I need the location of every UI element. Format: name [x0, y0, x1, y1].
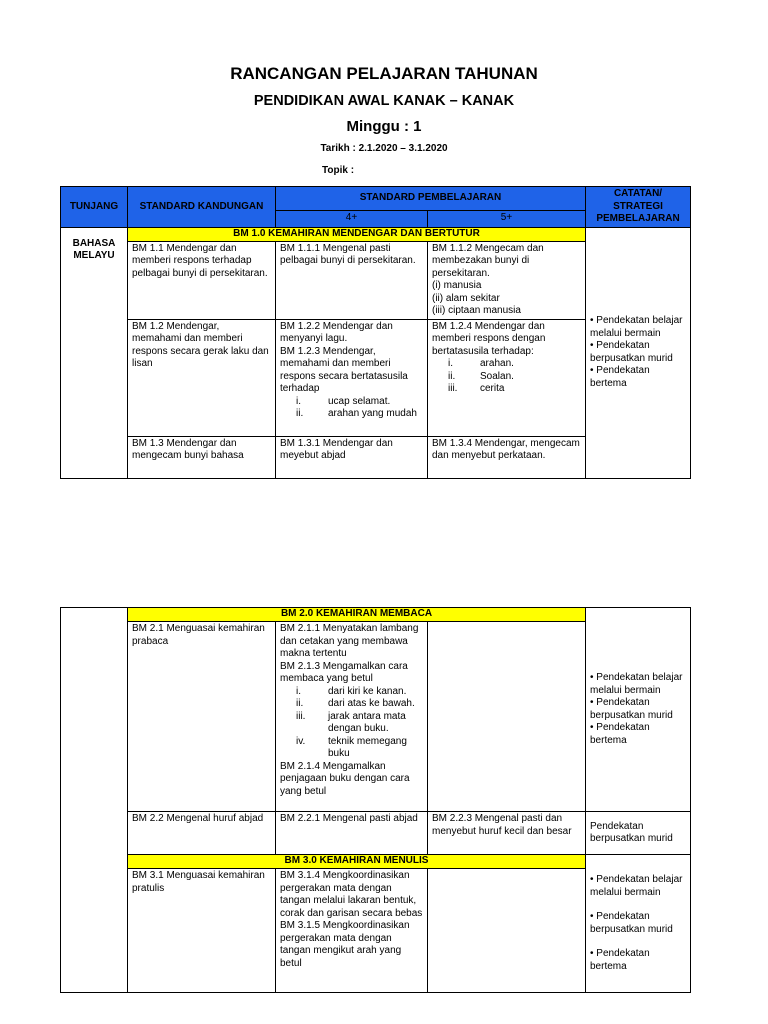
sp4-bm2-1-c: BM 2.1.4 Mengamalkan penjagaan buku dengan cara yang betul [280, 760, 410, 797]
sp5-bm2-2: BM 2.2.3 Mengenal pasti dan menyebut huruf kecil dan besar [428, 812, 586, 855]
list-item: iii. jarak antara mata dengan buku. [296, 710, 406, 734]
list-item: iii. cerita [448, 383, 505, 394]
note-bermain: • Pendekatan belajar melalui bermain [590, 874, 683, 898]
sp4-bm1-2-list [280, 396, 423, 421]
sp4-bm2-1-b: BM 2.1.3 Mengamalkan cara membaca yang betul [280, 660, 408, 684]
note-bermain: • Pendekatan belajar melalui bermain [590, 315, 683, 339]
sp4-bm1-3: BM 1.3.1 Mendengar dan meyebut abjad [276, 436, 428, 478]
sp5-bm1-1 [428, 241, 586, 319]
sp5-bm1-2-list [432, 358, 581, 396]
note-berpusatkan: • Pendekatan berpusatkan murid [590, 911, 673, 935]
list-item: (iii) ciptaan manusia [432, 305, 521, 316]
sp4-bm1-2 [276, 319, 428, 436]
note-bertema: • Pendekatan bertema [590, 365, 650, 389]
note-berpusatkan: • Pendekatan berpusatkan murid [590, 697, 673, 721]
tunjang-cell: BAHASA MELAYU [61, 227, 128, 478]
topic-label: Topik : [322, 165, 355, 176]
sk-bm1-1: BM 1.1 Mendengar dan memberi respons terhadap pelbagai bunyi di persekitaran. [128, 241, 276, 319]
lesson-plan-table-2 [60, 607, 691, 993]
sk-bm1-2: BM 1.2 Mendengar, memahami dan memberi respons secara gerak laku dan lisan [128, 319, 276, 436]
list-item: i. arahan. [448, 358, 514, 369]
sp4-bm2-1-a: BM 2.1.1 Menyatakan lambang dan cetakan yang membawa makna tertentu [280, 623, 419, 659]
sp5-bm1-2-text: BM 1.2.4 Mendengar dan memberi respons dengan bertatasusila terhadap: [432, 320, 546, 357]
sp5-bm1-1-text: BM 1.1.2 Mengecam dan membezakan bunyi di persekitaran. [432, 242, 544, 279]
sp5-bm1-2 [428, 319, 586, 436]
list-item: i. ucap selamat. [296, 395, 391, 407]
header-standard-pembelajaran: STANDARD PEMBELAJARAN [276, 187, 586, 211]
sp5-bm3-1 [428, 869, 586, 993]
header-tunjang: TUNJANG [61, 187, 128, 228]
sp5-bm1-3: BM 1.3.4 Mendengar, mengecam dan menyebut perkataan. [428, 436, 586, 478]
notes-cell-bm2-2: Pendekatan berpusatkan murid [586, 812, 691, 855]
notes-cell-bm2 [586, 608, 691, 812]
date-label: Tarikh : 2.1.2020 – 3.1.2020 [320, 143, 448, 154]
sp4-bm3-1-a: BM 3.1.4 Mengkoordinasikan pergerakan mata dengan tangan melalui lakaran bentuk, corak dan garisan secara bebas [280, 870, 423, 919]
lesson-plan-table-1 [60, 186, 691, 479]
list-item: (ii) alam sekitar [432, 292, 500, 304]
sk-bm2-2: BM 2.2 Mengenal huruf abjad [128, 812, 276, 855]
list-item: ii. Soalan. [448, 370, 514, 382]
header-age-5: 5+ [428, 210, 586, 227]
document-title: RANCANGAN PELAJARAN TAHUNAN [230, 64, 538, 83]
sp4-bm3-1-b: BM 3.1.5 Mengkoordinasikan pergerakan mata dengan tangan mengikut arah yang betul [280, 920, 410, 969]
section-heading-bm3: BM 3.0 KEMAHIRAN MENULIS [128, 855, 586, 869]
section-heading-bm1: BM 1.0 KEMAHIRAN MENDENGAR DAN BERTUTUR [128, 227, 586, 241]
note-bermain: • Pendekatan belajar melalui bermain [590, 672, 683, 696]
note-berpusatkan: • Pendekatan berpusatkan murid [590, 340, 673, 364]
list-item: ii. dari atas ke bawah. [296, 698, 415, 709]
sp4-bm2-2: BM 2.2.1 Mengenal pasti abjad [276, 812, 428, 855]
note-bertema: • Pendekatan bertema [590, 722, 650, 746]
tunjang-cell-empty [61, 608, 128, 993]
section-heading-bm2: BM 2.0 KEMAHIRAN MEMBACA [128, 608, 586, 622]
sp4-bm3-1 [276, 869, 428, 993]
sk-bm1-3: BM 1.3 Mendengar dan mengecam bunyi bahasa [128, 436, 276, 478]
sk-bm2-1: BM 2.1 Menguasai kemahiran prabaca [128, 622, 276, 812]
sp4-bm1-2-a: BM 1.2.2 Mendengar dan menyanyi lagu. [280, 320, 393, 344]
sp5-bm2-1 [428, 622, 586, 812]
header-age-4: 4+ [276, 210, 428, 227]
notes-cell-bm1 [586, 227, 691, 478]
sp4-bm2-1 [276, 622, 428, 812]
header-standard-kandungan: STANDARD KANDUNGAN [128, 187, 276, 228]
list-item: iv. teknik memegang buku [296, 735, 407, 759]
list-item: (i) manusia [432, 280, 482, 291]
header-catatan: CATATAN/ STRATEGI PEMBELAJARAN [586, 187, 691, 228]
list-item: i. dari kiri ke kanan. [296, 685, 407, 697]
document-subtitle: PENDIDIKAN AWAL KANAK – KANAK [253, 93, 515, 109]
week-label: Minggu : 1 [346, 118, 422, 135]
sp4-bm2-1-list [280, 686, 423, 761]
sk-bm3-1: BM 3.1 Menguasai kemahiran pratulis [128, 869, 276, 993]
note-bertema: • Pendekatan bertema [590, 948, 650, 972]
list-item: ii. arahan yang mudah [296, 408, 417, 419]
notes-cell-bm3 [586, 855, 691, 993]
sp4-bm1-1: BM 1.1.1 Mengenal pasti pelbagai bunyi di persekitaran. [276, 241, 428, 319]
sp4-bm1-2-b: BM 1.2.3 Mendengar, memahami dan memberi respons secara bertatasusila terhadap [280, 345, 408, 394]
